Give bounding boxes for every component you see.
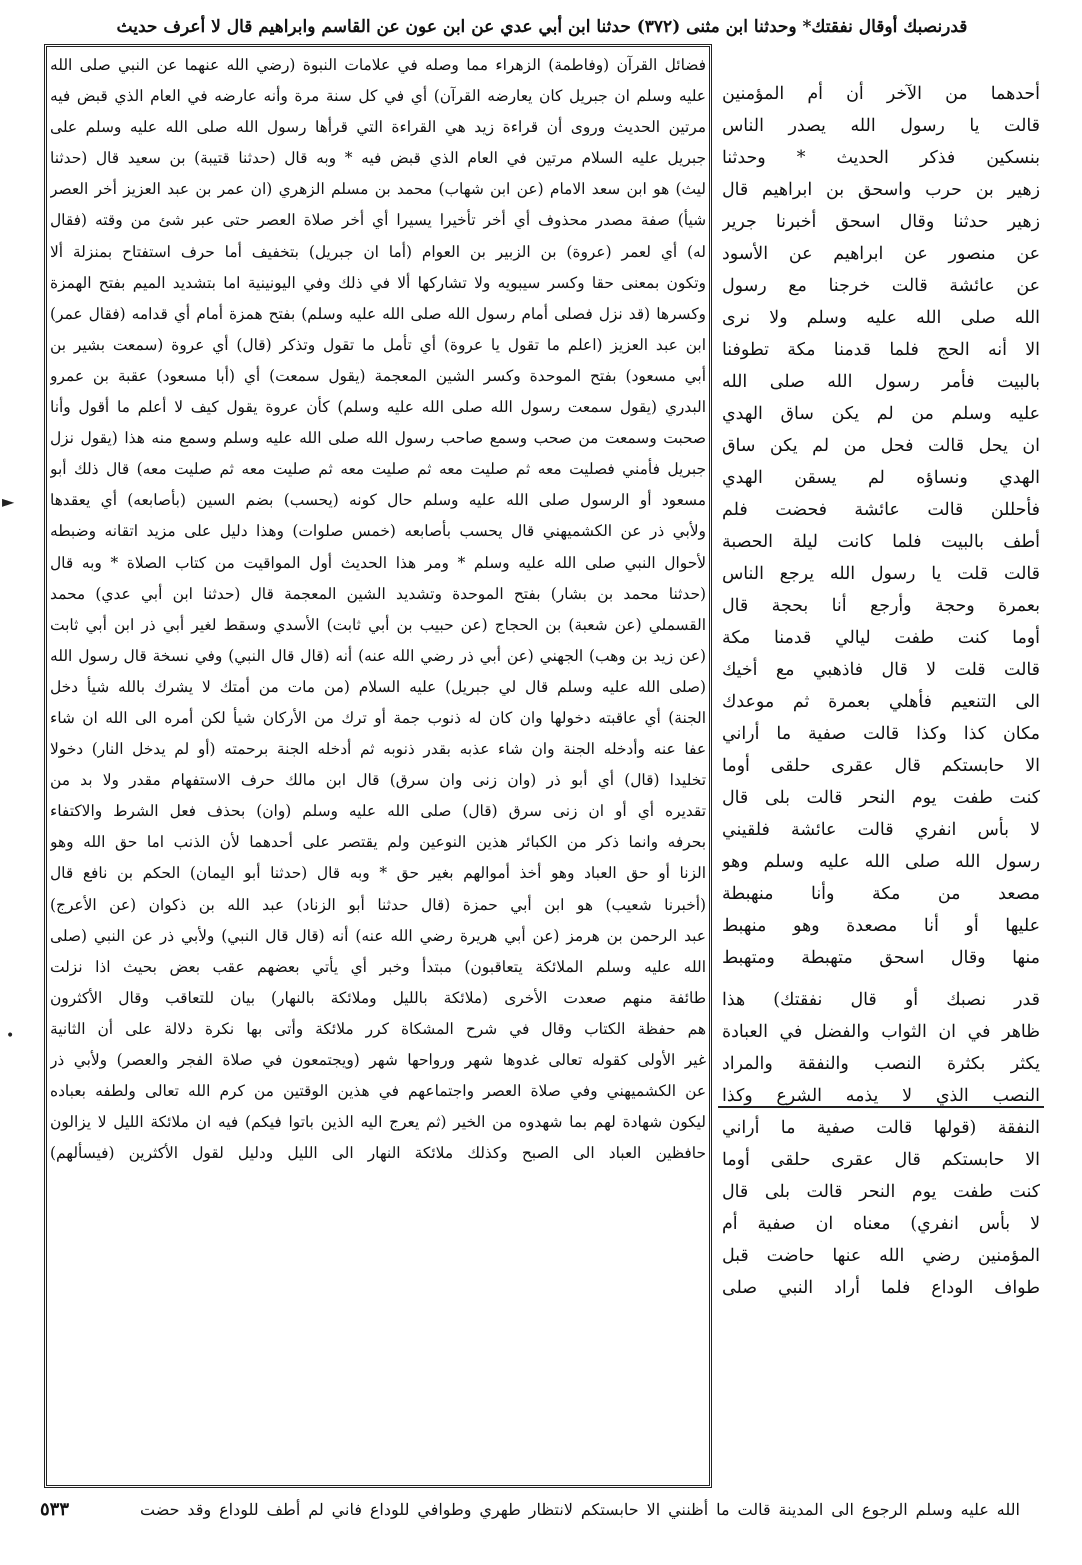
text-line: رسول الله صلى الله عليه وسلم وهو bbox=[722, 852, 1040, 872]
text-line: عليه وسلم من لم يكن ساق الهدي bbox=[722, 404, 1040, 424]
text-line: تقديره أي أو ان زنى سرق (قال) صلى الله عليه وسلم (وان) بحذف فعل الشرط والاكتفاء bbox=[50, 802, 706, 821]
text-line: كنت طفت يوم النحر قالت بلى قال bbox=[722, 788, 1040, 808]
hadith-text-block bbox=[722, 78, 1040, 974]
text-line: يكثر بكثرة النصب والنفقة والمراد bbox=[722, 1054, 1040, 1074]
text-line: أوما كنت طفت ليالي قدمنا مكة bbox=[722, 628, 1040, 648]
text-line: زهير حدثنا وقال اسحق أخبرنا جرير bbox=[722, 212, 1040, 232]
text-line: مصعد من مكة وأنا منهبطة bbox=[722, 884, 1040, 904]
text-line: (عن زيد بن وهب) الجهني (عن أبي ذر رضي الله عنه) أنه (قال قال النبي) وفي نسخة قال رسول الله bbox=[50, 646, 706, 665]
text-line: قالت قلت يا رسول الله يرجع الناس bbox=[722, 564, 1040, 584]
text-line: فضائل القرآن (وفاطمة) الزهراء مما وصله في علامات النبوة (رضي الله عنهما عن النبي صلى الله bbox=[50, 56, 706, 74]
margin-divider bbox=[718, 1106, 1044, 1108]
binding-mark-icon: • bbox=[6, 1028, 15, 1044]
text-line: حافظين العباد الى الصبح وكذلك ملائكة النهار الى الليل ودليل لقول الأكثرين (فيسألهم) bbox=[50, 1144, 706, 1163]
text-line: طائفة منهم صعدت الأخرى (ملائكة بالليل وملائكة بالنهار) بيان للتعاقب وقال الأكثرون bbox=[50, 988, 706, 1007]
text-line: النصب الذي لا يذمه الشرع وكذا bbox=[722, 1086, 1040, 1106]
text-line: بحرفه وانما ذكر من الكبائر هذين النوعين ولم يقتصر على أحدهما لأن الذنب اما حق الله وهو bbox=[50, 833, 706, 852]
text-line: تخليدا (قال) أي أبو ذر (وان زنى وان سرق) قال ابن مالك حرف الاستفهام مقدر ولا بد من bbox=[50, 771, 706, 790]
text-line: صحبت وسمعت من صحب وسمع صاحب رسول الله صلى الله عليه وسلم وسمع منه هذا (يقول نزل bbox=[50, 429, 706, 448]
text-line: (أخبرنا شعيب) هو ابن أبي حمزة (قال حدثنا أبو الزناد) عبد الله بن ذكوان (عن الأعرج) bbox=[50, 895, 706, 914]
text-line: النفقة (قولها قالت صفية ما أراني bbox=[722, 1118, 1040, 1138]
text-line: الا حابستكم قال عقرى حلقى أوما bbox=[722, 1150, 1040, 1170]
hadith-margin-column bbox=[722, 78, 1040, 1488]
text-line: الله عليه وسلم الملائكة يتعاقبون) مبتدأ وخبر أي يأتي بعضهم عقب بعض بحيث اذا نزلت bbox=[50, 957, 706, 976]
text-line: ان يحل قالت فحل من لم يكن ساق bbox=[722, 436, 1040, 456]
text-line: منها وقال اسحق متهبطة ومتهبط bbox=[722, 948, 1040, 968]
text-line: القسملي (عن شعبة) بن الحجاج (عن حبيب بن أبي ثابت) الأسدي وسقط لغير أبي ذر ابن أبي ثابت bbox=[50, 615, 706, 634]
text-line: أبي مسعود) بفتح الموحدة وكسر الشين المعجمة (يقول سمعت) أي (أبا مسعود) عقبة بن عمرو bbox=[50, 366, 706, 385]
text-line: بعمرة وحجة وأرجع أنا بحجة قال bbox=[722, 596, 1040, 616]
text-line: ليكون شهادة لهم بما شهدوه من الخير (ثم يعرج اليه الذين باتوا فيكم) فيه ان ملائكة الليل لا يزالون bbox=[50, 1113, 706, 1132]
text-line: قالت قلت لا قال فاذهبي مع أخيك bbox=[722, 660, 1040, 680]
text-line: عن عائشة قالت خرجنا مع رسول bbox=[722, 276, 1040, 296]
page-header: قدرنصبك أوقال نفقتك* وحدثنا ابن مثنى (٣٧٢) حدثنا ابن أبي عدي عن ابن عون عن القاسم وابراهيم قال لا أعرف حديث bbox=[116, 17, 968, 37]
margin-note-block bbox=[722, 984, 1040, 1304]
text-line: طواف الوداع فلما أراد النبي صلى bbox=[722, 1278, 1040, 1298]
text-line: عليها أو أنا مصعدة وهو منهبط bbox=[722, 916, 1040, 936]
text-line: زهير بن حرب واسحق بن ابراهيم قال bbox=[722, 180, 1040, 200]
text-line: الجنة) أي عاقبته دخولها وان كان له ذنوب جمة أو ترك من الأركان شيأ لكن أمره الى الله ان شاء bbox=[50, 708, 706, 727]
text-line: (حدثنا محمد بن بشار) بفتح الموحدة وتشديد الشين المعجمة قال (حدثنا ابن أبي عدي) محمد bbox=[50, 584, 706, 603]
text-line: عبد الرحمن بن هرمز (عن أبي هريرة رضي الله عنه) أنه (قال قال النبي) ولأبي ذر عن النبي (صلى bbox=[50, 926, 706, 945]
text-line: كنت طفت يوم النحر قالت بلى قال bbox=[722, 1182, 1040, 1202]
text-line: عن منصور عن ابراهيم عن الأسود bbox=[722, 244, 1040, 264]
text-line: وتكون بمعنى حقا وكسر سيبويه ولا تشاركها ألا في ذلك وفي اليونينية اما بتشديد الميم بفتح الهمزة bbox=[50, 273, 706, 292]
text-line: عفا عنه وأدخله الجنة وان شاء عذبه بقدر ذنوبه ثم أدخله الجنة برحمته (أو لم يدخل النار) دخولا bbox=[50, 740, 706, 759]
text-line: بالبيت فأمر رسول الله صلى الله bbox=[722, 372, 1040, 392]
text-line: جبريل عليه السلام مرتين في العام الذي قبض فيه * وبه قال (حدثنا قتيبة) بن سعيد قال (حدثنا bbox=[50, 149, 706, 168]
text-line: هم حفظة الكتاب وقال في شرح المشكاة كرر ملائكة وأتى بها نكرة دلالة على أن الثانية bbox=[50, 1019, 706, 1038]
text-line: ولأبي ذر عن الكشميهني قال يحسب بأصابعه (خمس صلوات) وهذا دليل على مزيد اتقانه وضبطه bbox=[50, 522, 706, 541]
text-line: شيأ) صفة مصدر محذوف أي أخر تأخيرا يسيرا أي أخر صلاة العصر حتى عبر شئ من وقته (فقال bbox=[50, 211, 706, 230]
text-line: فأحللن قالت عائشة فحضت فلم bbox=[722, 500, 1040, 520]
text-line: الا حابستكم قال عقرى حلقى أوما bbox=[722, 756, 1040, 776]
commentary-column bbox=[50, 50, 706, 1480]
text-line: قالت يا رسول الله يصدر الناس bbox=[722, 116, 1040, 136]
text-line: البدري (يقول سمعت رسول الله صلى الله عليه وسلم) كأن عروة يقول كيف لا أعلم ما أقول وأنا bbox=[50, 398, 706, 417]
text-line: لأحوال النبي صلى الله عليه وسلم * ومر هذا الحديث أول المواقيت من كتاب الصلاة * وبه قال bbox=[50, 553, 706, 572]
text-line: عليه وسلم ان جبريل كان يعارضه القرآن) أي في كل سنة مرة وأنه عارضه في العام الذي قبض فيه bbox=[50, 87, 706, 106]
text-line: ابن عبد العزيز (اعلم ما تقول يا عروة) أي تأمل ما تقول وتذكر (قال) أي عروة (سمعت بشير بن bbox=[50, 335, 706, 354]
text-line: الا أنه الحج فلما قدمنا مكة تطوفنا bbox=[722, 340, 1040, 360]
text-line: لا بأس انفري) معناه ان صفية أم bbox=[722, 1214, 1040, 1234]
text-line: جبريل فأمني فصليت معه ثم صليت معه ثم صليت معه ثم صليت معه ثم صليت معه) قال ذلك أبو bbox=[50, 460, 706, 479]
text-line: مكان كذا وكذا قالت صفية ما أراني bbox=[722, 724, 1040, 744]
text-line: وكسرها (قد نزل فصلى أمام رسول الله صلى الله عليه وسلم) بفتح همزة أمام أي قدامه (فقال عمر) bbox=[50, 304, 706, 323]
text-line: بنسكين فذكر الحديث * وحدثنا bbox=[722, 148, 1040, 168]
page-number: ٥٣٣ bbox=[40, 1499, 70, 1520]
text-line: أطف بالبيت فلما كانت ليلة الحصبة bbox=[722, 532, 1040, 552]
page-footer-text: الله عليه وسلم الرجوع الى المدينة قالت ما أظنني الا حابستكم لانتظار طهري وطوافي للوداع فاني لم أطف للوداع وقد حضت bbox=[140, 1500, 1020, 1519]
text-line: له) أي لعمر (عروة) بن الزبير بن العوام (أما ان جبريل) بتخفيف أما حرف استفتاح بمنزلة ألا bbox=[50, 242, 706, 261]
text-line: الله صلى الله عليه وسلم ولا نرى bbox=[722, 308, 1040, 328]
text-line: ظاهر في ان الثواب والفضل في العبادة bbox=[722, 1022, 1040, 1042]
text-line: لا بأس انفري قالت عائشة فلقيني bbox=[722, 820, 1040, 840]
text-line: مرتين الحديث وروى أن قراءة زيد هي القراءة التي قرأها رسول الله صلى الله عليه وسلم على bbox=[50, 118, 706, 137]
text-line: (صلى الله عليه وسلم قال لي جبريل) عليه السلام (من مات من أمتك لا يشرك بالله شيأ دخل bbox=[50, 677, 706, 696]
binding-mark-icon: ► bbox=[2, 492, 15, 511]
text-line: عن الكشميهني وفي صلاة العصر واجتماعهم في هذين الوقتين من كرم الله تعالى ولطفه بعباده bbox=[50, 1082, 706, 1101]
text-line: ليث) هو ابن سعد الامام (عن ابن شهاب) محمد بن مسلم الزهري (ان عمر بن عبد العزيز أخر العصر bbox=[50, 180, 706, 199]
text-line: قدر نصبك أو قال نفقتك) هذا bbox=[722, 990, 1040, 1010]
text-line: الزنا أو حق العباد وهو أخذ أموالهم بغير حق * وبه قال (حدثنا أبو اليمان) الحكم بن نافع قال bbox=[50, 864, 706, 883]
text-line: المؤمنين رضي الله عنها حاضت قبل bbox=[722, 1246, 1040, 1266]
text-line: مسعود أو الرسول صلى الله عليه وسلم حال كونه (يحسب) بضم السين (بأصابعه) أي يعقدها bbox=[50, 491, 706, 510]
text-line: أحدهما من الآخر أن أم المؤمنين bbox=[722, 84, 1040, 104]
text-line: غير الأولى كقوله تعالى غدوها شهر ورواحها شهر (ويجتمعون في صلاة الفجر والعصر) ولأبي ذر bbox=[50, 1051, 706, 1069]
text-line: الهدي ونساؤه لم يسقن الهدي bbox=[722, 468, 1040, 488]
text-line: الى التنعيم فأهلي بعمرة ثم موعدك bbox=[722, 692, 1040, 712]
